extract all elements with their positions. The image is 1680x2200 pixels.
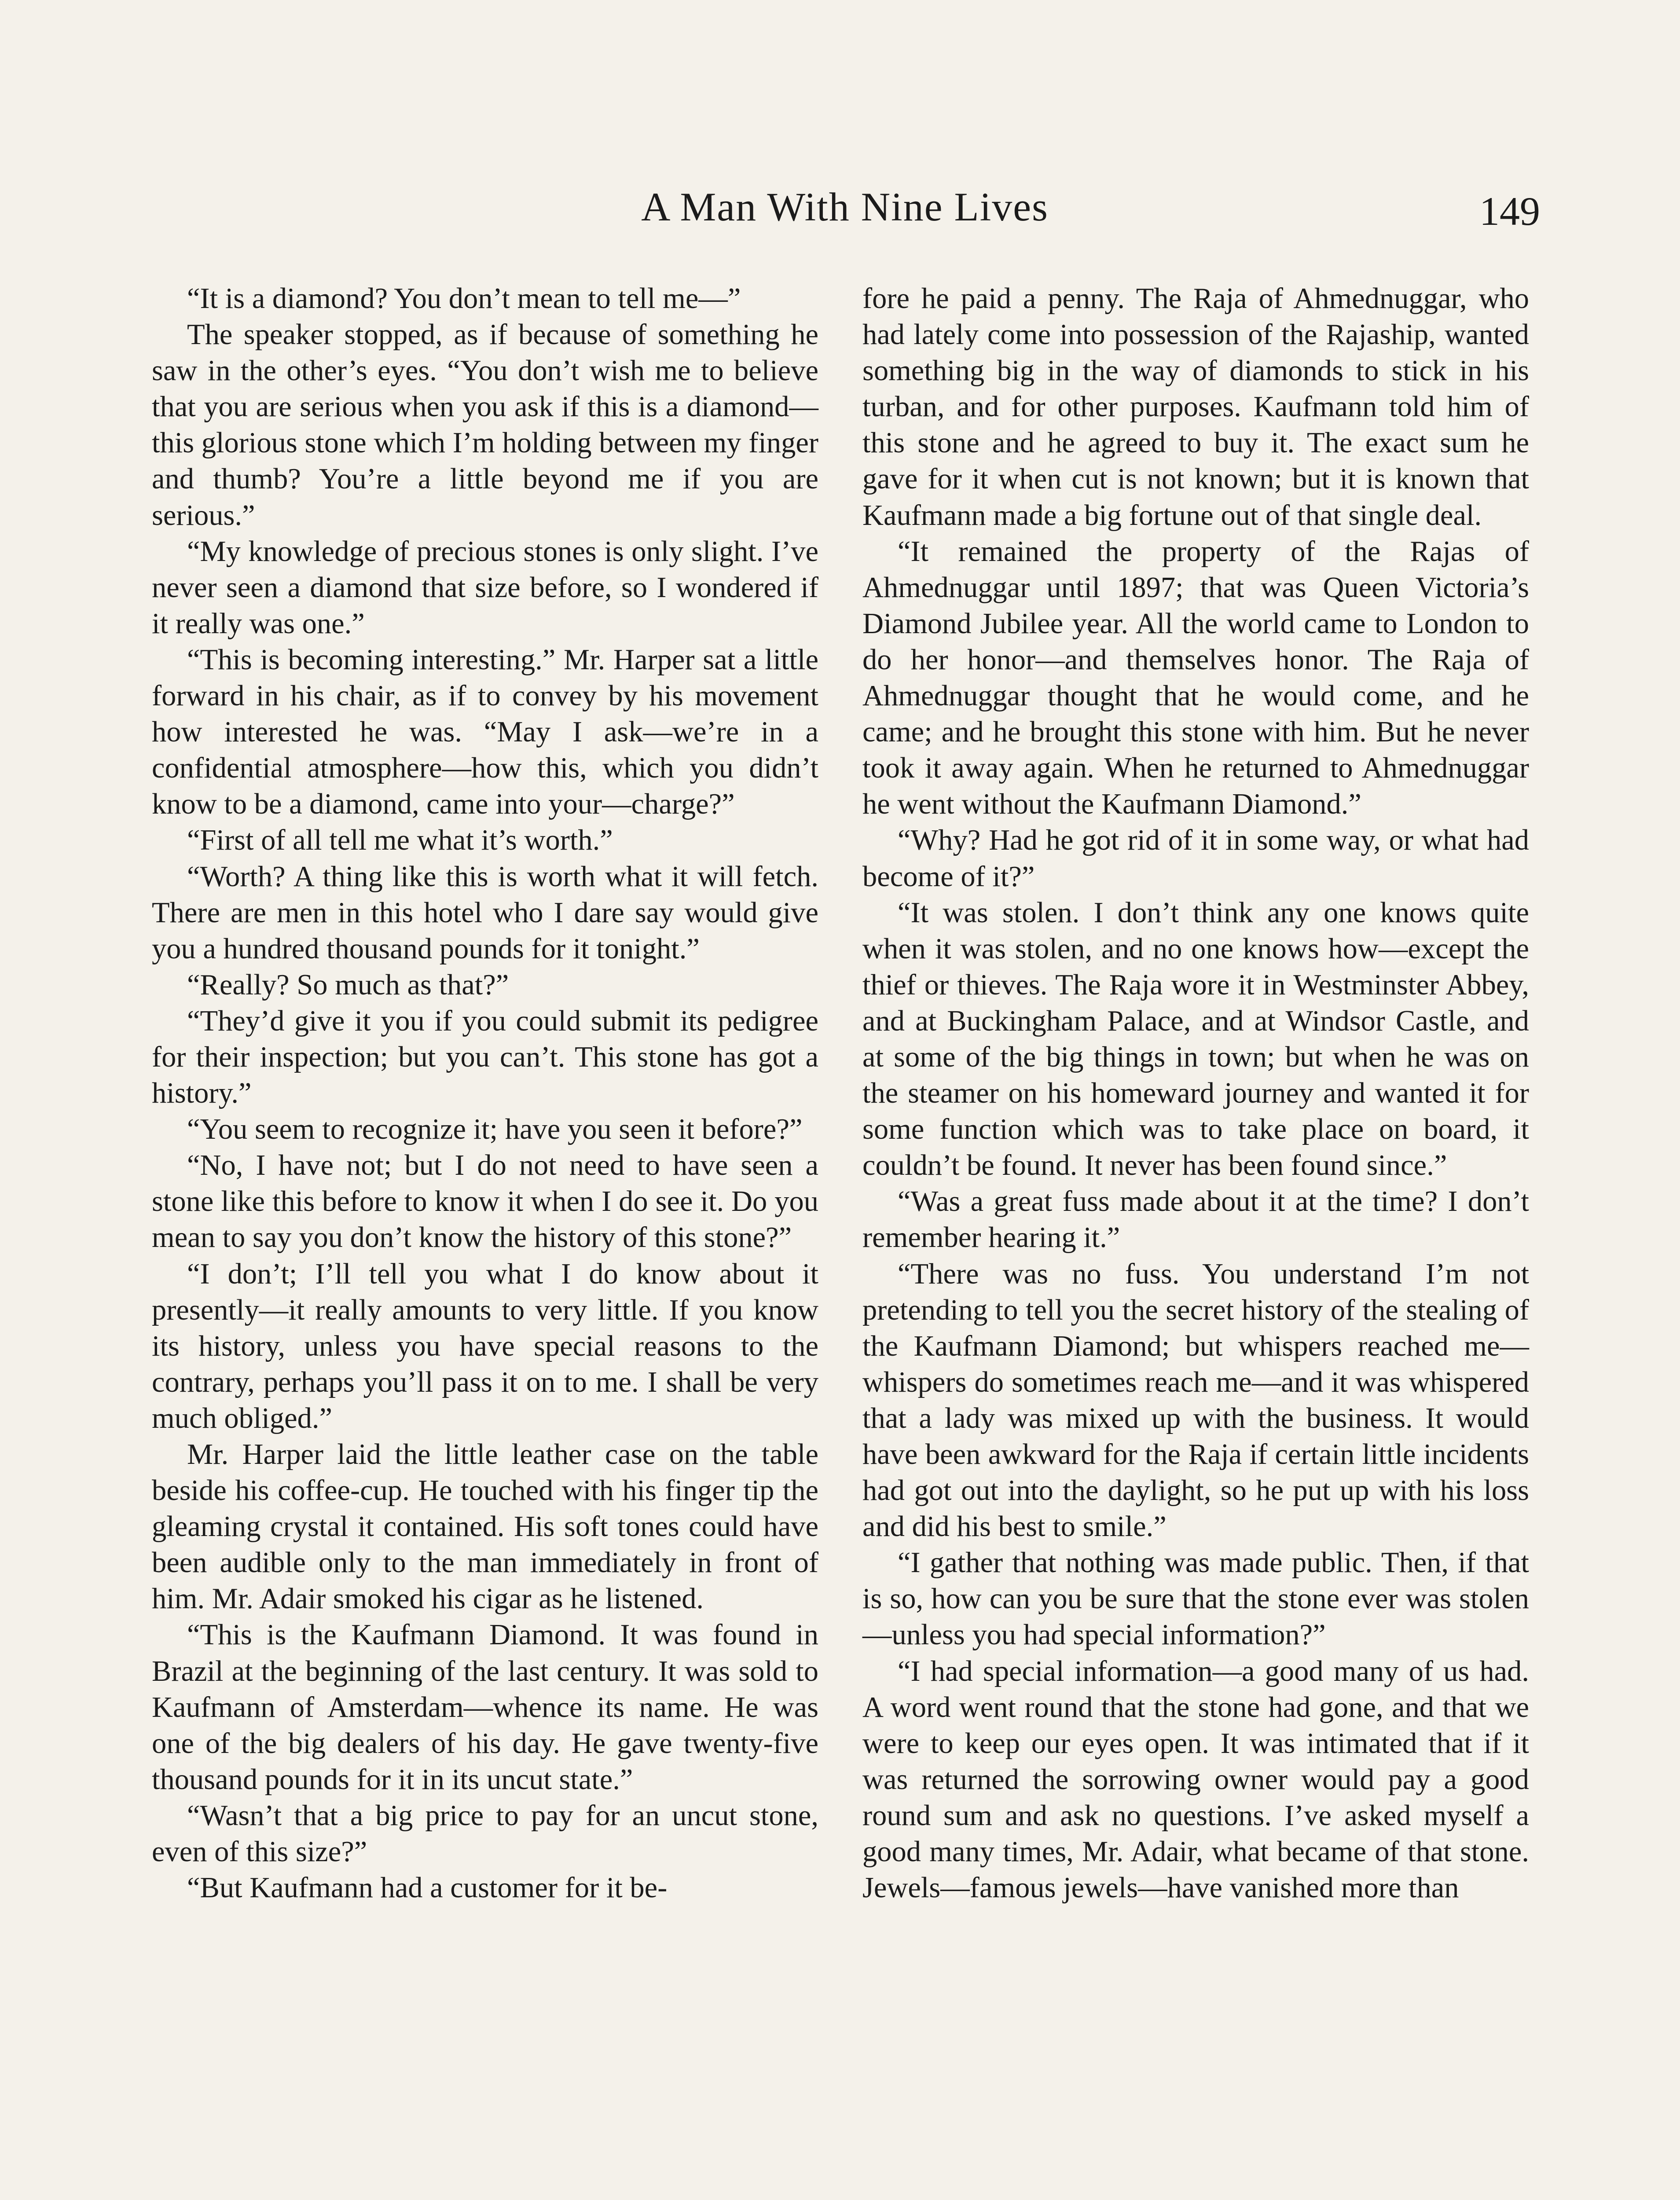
- paragraph: “There was no fuss. You understand I’m not pretending to tell you the secret history of the stealing of the Kaufmann Diamond; but whispers reached me—whispers do sometimes reach me—and it was whispered that a lady was mixed up with the business. It would have been awkward for the Raja if certain little incidents had got out into the daylight, so he put up with his loss and did his best to smile.”: [862, 1258, 1529, 1543]
- paragraph: “I had special information—a good many of us had. A word went round that the stone had gone, and that we were to keep our eyes open. It was intimated that if it was returned the sorrowing owner would pay a good round sum and ask no questions. I’ve asked myself a good many times, Mr. Adair, what became of that stone. Jewels—famous jewels—have vanished more than: [862, 1655, 1529, 1904]
- paragraph: “Was a great fuss made about it at the time? I don’t remember hearing it.”: [862, 1185, 1529, 1254]
- paragraph: “They’d give it you if you could submit its pedigree for their inspection; but you can’t. This stone has got a history.”: [152, 1005, 818, 1110]
- paragraph: The speaker stopped, as if because of something he saw in the other’s eyes. “You don’t wish me to believe that you are serious when you ask if this is a diamond—this glorious stone which I’m holding between my finger and thumb? You’re a little beyond me if you are serious.”: [152, 319, 818, 532]
- paragraph: “But Kaufmann had a customer for it be-: [187, 1872, 668, 1904]
- paragraph: “This is becoming interesting.” Mr. Harper sat a little forward in his chair, as if to convey by his movement how interested he was. “May I ask—we’re in a confidential atmosphere—how this, which you didn’t know to be a diamond, came into your—charge?”: [152, 643, 818, 821]
- paragraph: “Wasn’t that a big price to pay for an uncut stone, even of this size?”: [152, 1799, 818, 1868]
- paragraph: Mr. Harper laid the little leather case on the table beside his coffee-cup. He touched with his finger tip the gleaming crystal it contained. His soft tones could have been audible only to the man immediately in front of him. Mr. Adair smoked his cigar as he listened.: [152, 1438, 818, 1615]
- paragraph: “It remained the property of the Rajas of Ahmednuggar until 1897; that was Queen Victoria’s Diamond Jubilee year. All the world came to London to do her honor—and themselves honor. The Raja of Ahmednuggar thought that he would come, and he came; and he brought this stone with him. But he never took it away again. When he returned to Ahmednuggar he went without the Kaufmann Diamond.”: [862, 535, 1529, 821]
- paragraph: “Really? So much as that?”: [187, 968, 509, 1001]
- page-number: 149: [1479, 189, 1540, 234]
- paragraph: “Why? Had he got rid of it in some way, or what had become of it?”: [862, 824, 1529, 893]
- paragraph: “I don’t; I’ll tell you what I do know about it presently—it really amounts to very little. If you know its history, unless you have special reasons to the contrary, perhaps you’ll pass it on to me. I shall be very much obliged.”: [152, 1258, 818, 1434]
- paragraph: “It is a diamond? You don’t mean to tell me—”: [187, 282, 741, 315]
- paragraph: “I gather that nothing was made public. Then, if that is so, how can you be sure that the stone ever was stolen—unless you had special information?”: [862, 1547, 1529, 1651]
- paragraph: “First of all tell me what it’s worth.”: [187, 824, 613, 857]
- paragraph: “Worth? A thing like this is worth what it will fetch. There are men in this hotel who I dare say would give you a hundred thousand pounds for it tonight.”: [152, 860, 818, 965]
- paragraph: “No, I have not; but I do not need to have seen a stone like this before to know it when I do see it. Do you mean to say you don’t know the history of this stone?”: [152, 1149, 818, 1254]
- page-title: A Man With Nine Lives: [641, 184, 1049, 229]
- right-text-column: [862, 281, 1529, 1906]
- paragraph: fore he paid a penny. The Raja of Ahmednuggar, who had lately come into possession of the Rajaship, wanted something big in the way of diamonds to stick in his turban, and for other purposes. Kaufmann told him of this stone and he agreed to buy it. The exact sum he gave for it when cut is not known; but it is known that Kaufmann made a big fortune out of that single deal.: [862, 282, 1529, 532]
- paragraph: “My knowledge of precious stones is only slight. I’ve never seen a diamond that size before, so I wondered if it really was one.”: [152, 535, 818, 640]
- left-text-column: [152, 281, 818, 1906]
- running-head: [0, 176, 1680, 238]
- paragraph: “You seem to recognize it; have you seen it before?”: [187, 1113, 803, 1146]
- paragraph: “It was stolen. I don’t think any one knows quite when it was stolen, and no one knows how—except the thief or thieves. The Raja wore it in Westminster Abbey, and at Buckingham Palace, and at Windsor Castle, and at some of the big things in town; but when he was on the steamer on his homeward journey and wanted it for some function which was to take place on board, it couldn’t be found. It never has been found since.”: [862, 896, 1529, 1182]
- paragraph: “This is the Kaufmann Diamond. It was found in Brazil at the beginning of the last century. It was sold to Kaufmann of Amsterdam—whence its name. He was one of the big dealers of his day. He gave twenty-five thousand pounds for it in its uncut state.”: [152, 1619, 818, 1796]
